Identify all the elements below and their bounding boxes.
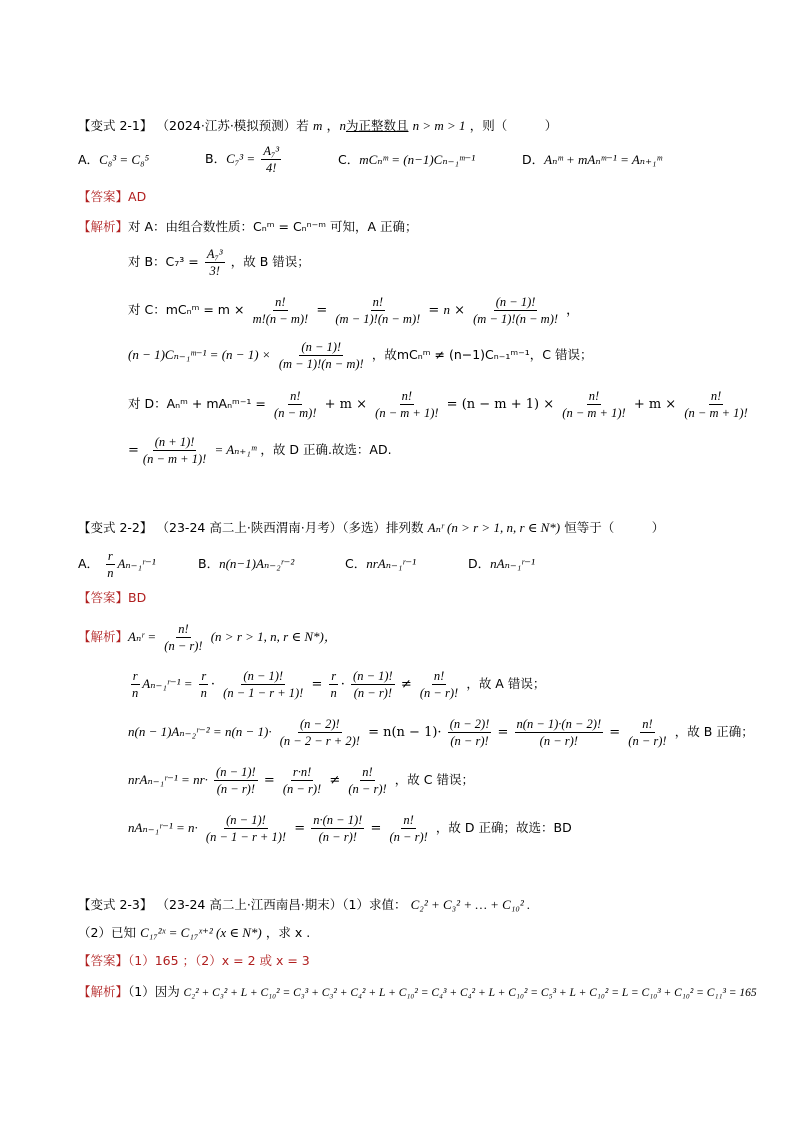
analysis-2-2-line1: 【解析】Aₙʳ = $\frac{n!}{(n - r)!}$ (n > r > 1, n, r ∈ N*)，	[78, 622, 337, 653]
analysis-2-3-line1: 【解析】（1）因为 C₂² + C₃² + L + C₁₀² = C₃³ + C₃² + C₄² + L + C₁₀² = C₄³ + C₄² + L + C₁₀² = C₅³ + L + C₁₀² = L = C₁₀³ + C₁₀² = C₁₁³ = 165	[78, 984, 757, 999]
question-2-3-part2: （2）已知 C₁₇²ˣ = C₁₇ˣ⁺² (x ∈ N*) ，求 x .	[78, 925, 311, 940]
analysis-2-1-line6: = $\frac{(n + 1)!}{(n - m + 1)!}$ = Aₙ₊₁ᵐ ，故 D 正确.故选：AD.	[128, 435, 392, 466]
analysis-2-1-line1: 【解析】对 A：由组合数性质：Cₙᵐ = Cₙⁿ⁻ᵐ 可知，A 正确；	[78, 219, 418, 234]
analysis-2-2-line5: nAₙ₋₁ʳ⁻¹ = n· $\frac{(n - 1)!}{(n - 1 - r + 1)!}$ = $\frac{n\cdot(n - 1)!}{(n - r)!}$ = $\frac{n!}{(n - r)!}$ ，故 D 正确；故选：BD	[128, 813, 572, 844]
option-b-2-2: B．n(n−1)Aₙ₋₂ʳ⁻²	[198, 556, 295, 571]
option-c: C．mCₙᵐ = (n−1)Cₙ₋₁ᵐ⁻¹	[338, 152, 476, 167]
option-d-2-2: D．nAₙ₋₁ʳ⁻¹	[468, 556, 535, 571]
answer-2-2: 【答案】BD	[78, 590, 147, 605]
analysis-2-2-line3: n(n − 1)Aₙ₋₂ʳ⁻² = n(n − 1)· $\frac{(n - 2)!}{(n - 2 - r + 2)!}$ = n(n − 1)· $\frac{(n - 2)!}{(n - r)!}$ = $\frac{n(n - 1)\cdot(n - 2)!}{(n - r)!}$ = $\frac{n!}{(n - r)!}$ ，故 B 正确；	[128, 717, 754, 748]
question-heading: 【变式 2-1】	[78, 118, 153, 133]
question-2-2-stem: 【变式 2-2】 （23-24 高二上·陕西渭南·月考）（多选）排列数 Aₙʳ (n > r > 1, n, r ∈ N*) 恒等于（ ）	[78, 520, 665, 535]
analysis-2-2-line2: $\frac{r}{n}$ Aₙ₋₁ʳ⁻¹ = $\frac{r}{n}$ · $\frac{(n - 1)!}{(n - 1 - r + 1)!}$ = $\frac{r}{n}$ · $\frac{(n - 1)!}{(n - r)!}$ ≠ $\frac{n!}{(n - r)!}$ ，故 A 错误；	[132, 669, 546, 700]
analysis-2-1-line3: 对 C：mCₙᵐ = m × $\frac{n!}{m!(n - m)!}$ = $\frac{n!}{(m - 1)!(n - m)!}$ = n × $\frac{(n - 1)!}{(m - 1)!(n - m)!}$ ，	[128, 295, 580, 326]
analysis-2-2-line4: nrAₙ₋₁ʳ⁻¹ = nr· $\frac{(n - 1)!}{(n - r)!}$ = $\frac{r\cdot n!}{(n - r)!}$ ≠ $\frac{n!}{(n - r)!}$ ，故 C 错误；	[128, 765, 474, 796]
analysis-2-1-line4: (n − 1)Cₙ₋₁ᵐ⁻¹ = (n − 1) × $\frac{(n - 1)!}{(m - 1)!(n - m)!}$ ，故mCₙᵐ ≠ (n−1)Cₙ₋₁ᵐ⁻¹，C 错误；	[128, 340, 593, 371]
answer-2-3: 【答案】（1）165 ；（2）x = 2 或 x = 3	[78, 953, 310, 968]
question-2-1-stem: 【变式 2-1】 （2024·江苏·模拟预测）若 m ，n为正整数且 n > m > 1 ，则（ ）	[78, 118, 558, 134]
option-a: A．C₈³ = C₈⁵	[78, 152, 150, 167]
option-c-2-2: C．nrAₙ₋₁ʳ⁻¹	[345, 556, 417, 571]
option-a-2-2: A． $\frac{r}{n}$ Aₙ₋₁ʳ⁻¹	[78, 549, 156, 580]
answer-2-1: 【答案】AD	[78, 189, 147, 204]
question-2-3-stem: 【变式 2-3】 （23-24 高二上·江西南昌·期末）（1）求值： C₂² + C₃² + … + C₁₀² .	[78, 897, 531, 912]
option-b: B．C₇³ = $\frac{\text{A₇³}}{4!}$	[205, 144, 280, 175]
question-source: （2024·江苏·模拟预测）若	[156, 118, 309, 133]
option-d: D．Aₙᵐ + mAₙᵐ⁻¹ = Aₙ₊₁ᵐ	[522, 152, 662, 167]
analysis-2-1-line2: 对 B：C₇³ = $\frac{\text{A₇³}}{3!}$ ，故 B 错误；	[128, 247, 310, 278]
analysis-2-1-line5: 对 D：Aₙᵐ + mAₙᵐ⁻¹ = $\frac{n!}{(n - m)!}$ + m × $\frac{n!}{(n - m + 1)!}$ = (n − m + 1) × $\frac{n!}{(n - m + 1)!}$ + m × $\frac{n!}{(n - m + 1)!}$	[128, 389, 748, 420]
